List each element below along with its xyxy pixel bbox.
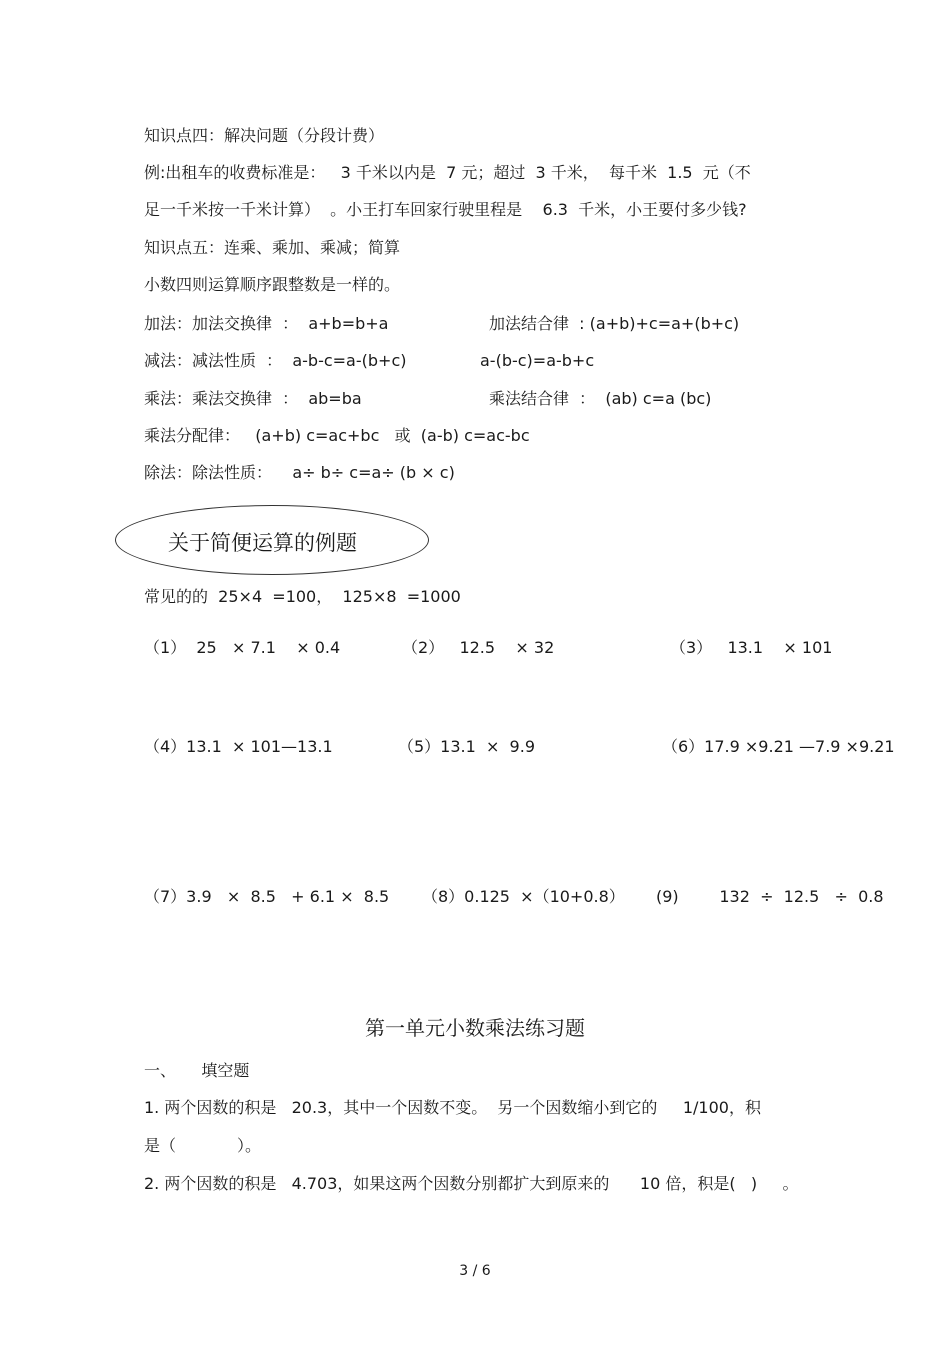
distributive-law: 乘法分配律： (a+b) c=ac+bc 或 (a-b) c=ac-bc — [144, 426, 530, 445]
multiplication-commutative-law: 乘法：乘法交换律 ： ab=ba — [144, 389, 362, 408]
subtraction-property-2: a-(b-c)=a-b+c — [480, 351, 595, 370]
unit-exercise-title: 第一单元小数乘法练习题 — [365, 1016, 585, 1040]
examples-banner-title: 关于简便运算的例题 — [168, 531, 357, 555]
addition-commutative-law: 加法：加法交换律 ： a+b=b+a — [144, 314, 389, 333]
common-products-note: 常见的的 25×4 =100， 125×8 =1000 — [144, 587, 461, 606]
exercise-4: （4）13.1 × 101—13.1 — [144, 737, 333, 756]
taxi-example-line-2: 足一千米按一千米计算） 。小王打车回家行驶里程是 6.3 千米，小王要付多少钱? — [144, 200, 747, 219]
exercise-5: （5）13.1 × 9.9 — [398, 737, 536, 756]
exercise-6: （6）17.9 ×9.21 —7.9 ×9.21 — [662, 737, 895, 756]
addition-associative-law: 加法结合律 : (a+b)+c=a+(b+c) — [489, 314, 740, 333]
exercise-7: （7）3.9 × 8.5 + 6.1 × 8.5 — [144, 887, 390, 906]
knowledge-point-4-title: 知识点四：解决问题（分段计费） — [144, 126, 385, 145]
exercise-8: （8）0.125 ×（10+0.8） — [422, 887, 625, 906]
operation-order-note: 小数四则运算顺序跟整数是一样的。 — [144, 275, 401, 294]
subtraction-property-1: 减法：减法性质 ： a-b-c=a-(b+c) — [144, 351, 407, 370]
exercise-3: （3） 13.1 × 101 — [670, 638, 833, 657]
knowledge-point-5-title: 知识点五：连乘、乘加、乘减；简算 — [144, 238, 401, 257]
question-2: 2. 两个因数的积是 4.703，如果这两个因数分别都扩大到原来的 10 倍，积是( ) 。 — [144, 1174, 799, 1193]
fill-in-section-heading: 一、 填空题 — [144, 1061, 250, 1080]
exercise-9: (9) 132 ÷ 12.5 ÷ 0.8 — [656, 887, 884, 906]
taxi-example-line-1: 例:出租车的收费标准是： 3 千米以内是 7 元；超过 3 千米， 每千米 1.5 元（不 — [144, 163, 751, 182]
question-1-line-2: 是（ ）。 — [144, 1136, 262, 1155]
exercise-2: （2） 12.5 × 32 — [402, 638, 555, 657]
page-number: 3 / 6 — [459, 1263, 491, 1279]
exercise-1: （1） 25 × 7.1 × 0.4 — [144, 638, 341, 657]
division-property: 除法：除法性质： a÷ b÷ c=a÷ (b × c) — [144, 463, 455, 482]
multiplication-associative-law: 乘法结合律 ： (ab) c=a (bc) — [489, 389, 712, 408]
question-1-line-1: 1. 两个因数的积是 20.3，其中一个因数不变。 另一个因数缩小到它的 1/100，积 — [144, 1098, 761, 1117]
